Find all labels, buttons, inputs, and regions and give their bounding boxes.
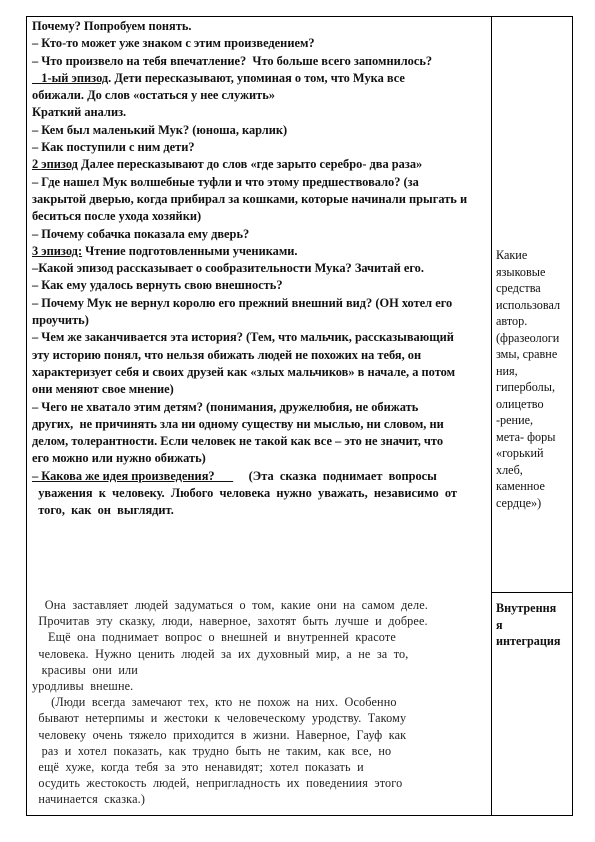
side-note-line: каменное	[496, 479, 545, 493]
text-run: – Кто-то может уже знаком с этим произведением?	[32, 36, 315, 51]
text-run: . Дети пересказывают, упоминая о том, что Мука все	[108, 70, 405, 85]
text-line	[32, 191, 488, 208]
text-run: – Кем был маленький Мук? (юноша, карлик)	[32, 122, 288, 137]
text-line	[32, 104, 488, 121]
text-line	[32, 277, 488, 294]
text-line	[32, 139, 488, 156]
side-note-line: гиперболы,	[496, 380, 555, 394]
text-run: они меняют свое мнение)	[32, 382, 174, 397]
column-divider	[491, 17, 492, 815]
text-run: – Чего не хватало этим детям? (понимания, дружелюбия, не обижать	[32, 399, 419, 414]
text-run: того, как он выглядит.	[32, 503, 174, 518]
text-run: обижали. До слов	[32, 88, 134, 103]
side-note-line: (фразеологи	[496, 330, 560, 345]
text-line	[32, 347, 488, 364]
text-run: – Как поступили с ним дети?	[32, 140, 195, 155]
text-line	[32, 260, 488, 277]
conclusion-line: Ещё она поднимает вопрос о внешней и внутренней красоте	[32, 630, 396, 645]
text-line	[32, 53, 488, 70]
side-note-line: мета- форы	[496, 429, 556, 444]
conclusion-line: Прочитав эту сказку, люди, наверное, захотят быть лучше и добрее.	[32, 614, 428, 629]
text-run: 2 эпизод	[32, 157, 78, 172]
text-run: – Какова же идея произведения?	[32, 468, 234, 483]
side-note-line: я	[496, 617, 503, 632]
side-note-line: Внутрення	[496, 601, 557, 615]
side-note-line: языковые	[496, 264, 546, 279]
text-run: Краткий анализ.	[32, 105, 127, 120]
side-note-line: «горький	[496, 446, 544, 460]
text-line	[32, 18, 488, 35]
text-run: делом, толерантности. Если человек не такой как все – это не значит, что	[32, 434, 444, 449]
text-line	[32, 35, 488, 52]
text-run: 3 эпизод:	[32, 243, 83, 258]
text-run: проучить)	[32, 313, 89, 328]
side-note-line: использовал	[496, 297, 561, 312]
text-run: – Что произвело на тебя впечатление? Что больше всего запомнилось?	[32, 53, 433, 68]
text-line	[32, 329, 488, 346]
side-note-line: олицетво	[496, 396, 544, 411]
conclusion-line: раз и хотел показать, как трудно быть не таким, как все, но	[32, 743, 392, 758]
text-line	[32, 468, 488, 485]
lesson-table	[26, 16, 573, 816]
text-run: –Какой эпизод рассказывает о сообразительности Мука? Зачитай его.	[32, 261, 424, 276]
text-run: – Почему Мук не вернул королю его прежний внешний вид? (ОН хотел его	[32, 295, 453, 310]
text-line	[32, 243, 488, 260]
conclusion-line: человека. Нужно ценить людей за их духовный мир, а не за то,	[32, 646, 409, 661]
text-run: (Эта сказка поднимает вопросы	[233, 468, 437, 483]
text-run: «остаться у нее служить»	[133, 88, 275, 103]
text-line	[32, 122, 488, 139]
text-line	[32, 174, 488, 191]
side-note-line: интеграция	[496, 634, 561, 648]
conclusion-line: (Люди всегда замечают тех, кто не похож на них. Особенно	[32, 695, 397, 710]
conclusion-line: начинается сказка.)	[32, 792, 146, 807]
text-line	[32, 433, 488, 450]
text-run: Чтение подготовленными учениками.	[82, 243, 298, 258]
text-line	[32, 87, 488, 104]
text-run: – Как ему удалось вернуть свою внешность?	[32, 278, 283, 293]
text-run: – Почему собачка показала ему дверь?	[32, 226, 250, 241]
text-line	[32, 381, 488, 398]
text-line	[32, 312, 488, 329]
side-note-line: Какие	[496, 248, 528, 262]
lesson-text-column	[32, 18, 488, 520]
side-note-language-means	[496, 247, 571, 511]
side-note-line: сердце»)	[496, 495, 542, 510]
text-line	[32, 208, 488, 225]
text-run: Почему? Попробуем понять.	[32, 19, 192, 33]
text-run: Далее пересказывают до слов «где зарыто серебро- два раза»	[77, 157, 423, 172]
text-run: – Где нашел Мук волшебные туфли и что этому предшествовало? (за	[32, 174, 419, 189]
side-note-line: змы, сравне	[496, 347, 558, 361]
text-line	[32, 416, 488, 433]
text-run: характеризует себя и своих друзей как «злых мальчиков» в начале, а потом	[32, 364, 456, 379]
row-divider	[491, 592, 572, 593]
text-run: – Чем же заканчивается эта история? (Тем, что мальчик, рассказывающий	[32, 330, 454, 345]
conclusion-line: бывают нетерпимы и жестоки к человеческому уродству. Такому	[32, 711, 407, 726]
text-run: беситься после ухода хозяйки)	[32, 209, 202, 224]
conclusion-line: человеку очень тяжело приходится в жизни. Наверное, Гауф как	[32, 727, 407, 742]
text-line	[32, 364, 488, 381]
side-note-line: ния,	[496, 363, 518, 378]
conclusion-line: ещё хуже, когда тебя за это ненавидят; хотел показать и	[32, 760, 364, 775]
text-line	[32, 156, 488, 173]
conclusion-line: осудить жестокость людей, непригладность их поведениия этого	[32, 776, 403, 791]
text-run: других, не причинять зла ни одному существу ни мыслью, ни словом, ни	[32, 416, 444, 431]
text-run: закрытой дверью, когда прибирал за кошками, которые начинали прыгать и	[32, 191, 468, 206]
text-run: его можно или нужно обижать)	[32, 451, 206, 466]
text-line	[32, 70, 488, 87]
text-line	[32, 485, 488, 502]
text-line	[32, 502, 488, 519]
side-note-line: автор.	[496, 314, 528, 328]
conclusion-line: Она заставляет людей задуматься о том, какие они на самом деле.	[32, 598, 428, 612]
text-line	[32, 295, 488, 312]
conclusion-line: уродливы внешне.	[32, 679, 134, 694]
side-note-line: -рение,	[496, 413, 534, 427]
conclusion-line: красивы они или	[32, 662, 138, 677]
side-note-integration	[496, 600, 571, 650]
conclusion-text	[32, 597, 486, 808]
text-run: эту историю понял, что нельзя обижать людей не похожих на тебя, он	[32, 347, 422, 362]
side-note-line: хлеб,	[496, 462, 523, 477]
side-note-line: средства	[496, 281, 541, 295]
text-run: уважения к человеку. Любого человека нужно уважать, независимо от	[32, 486, 457, 501]
text-run: 1-ый эпизод	[32, 70, 109, 85]
text-line	[32, 226, 488, 243]
text-line	[32, 399, 488, 416]
text-line	[32, 450, 488, 467]
